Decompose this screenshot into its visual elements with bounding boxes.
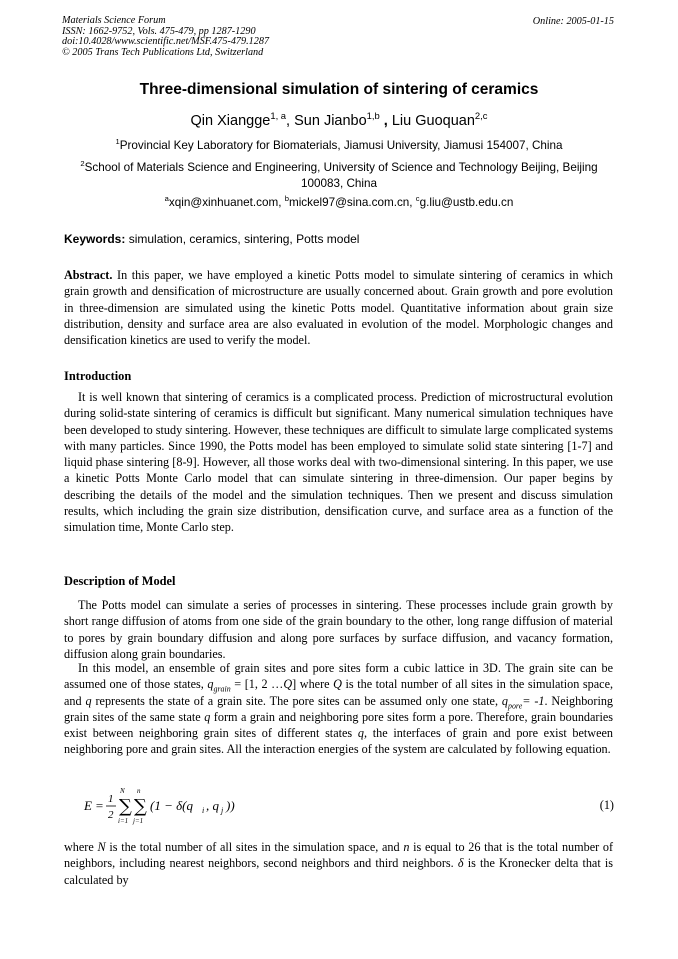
eq-equals: = [95, 798, 104, 813]
equation-graphic [84, 787, 264, 830]
abstract-label: Abstract. [64, 268, 113, 282]
affiliation-1: $^1$Provincial Key Laboratory for Biomaterials, Jiamusi University, Jiamusi 154007, China [115, 137, 563, 152]
keywords-label: Keywords: [64, 232, 126, 246]
author-1-sup: 1, a [270, 110, 287, 122]
eq-sum1: ∑ [119, 796, 132, 817]
author-list: Qin Xiangge$^{1, a}$, Sun Jianbo$^{1,b}$ , Liu Guoquan$^{2,c}$ [190, 110, 488, 129]
introduction-text: It is well known that sintering of ceramics is a complicated process. Prediction of microstructural evolution during solid-state sintering of ceramics is difficult but significant. Many numerical simulation techniques have been developed to study sintering. However, these techniques are difficult to simulate large complicated systems with many particles. Since 1990, the Potts model has been employed to simulate solid state sintering [1-7] and liquid phase sintering [8-9]. However, all those works deal with two-dimensional sintering. In this paper, we use a kinetic Potts Monte Carlo model that can simulate sintering in three-dimension. Our paper begins by describing the details of the model and the simulation techniques. Then we present and discuss simulation results, which including the grain size distribution, densification curve, and surface area as a function of the simulation time, Monte Carlo step. [64, 390, 613, 535]
email-link[interactable]: xqin@xinhuanet.com, [168, 196, 282, 209]
email-link[interactable]: g.liu@ustb.edu.cn [419, 196, 514, 209]
paper-title: Three-dimensional simulation of sintering of ceramics [139, 81, 539, 98]
copyright: © 2005 Trans Tech Publications Ltd, Switzerland [62, 46, 264, 58]
author-3: Liu Guoquan [391, 113, 475, 129]
keywords-text: simulation, ceramics, sintering, Potts model [128, 232, 360, 246]
journal-metadata [62, 16, 269, 58]
eq-sub-j: j [221, 806, 224, 815]
online-date: Online: 2005-01-15 [532, 16, 614, 27]
eq-sum2-bottom: j=1 [133, 817, 144, 825]
author-3-sup: 2,c [474, 110, 488, 122]
eq-numerator: 1 [108, 793, 114, 805]
model-paragraph-3: where N is the total number of all sites in the simulation space, and n is equal to 26 that is the total number of neighbors, including nearest neighbors, second neighbors and third neighbors. δ is the Kronecker delta that is calculated by [64, 840, 614, 887]
abstract [64, 267, 613, 348]
abstract-text: In this paper, we have employed a kinetic Potts model to simulate sintering of ceramics in which grain growth and densification of microstructure are usually concerned about. Grain growth and pore evolution in three-dimension are simulated using the kinetic Potts model. Quantitative information about grain size distribution, density and surface area are also evaluated in evolution of the model. Morphologic changes and densification kinetics are used to verify the model. [64, 268, 613, 348]
eq-comma: , q [206, 798, 219, 813]
equation-1 [84, 787, 614, 830]
doi: doi:10.4028/www.scientific.net/MSF.475-479.1287 [62, 36, 270, 48]
eq-close: )) [226, 798, 235, 813]
introduction-heading: Introduction [64, 369, 132, 383]
author-emails: $^a$xqin@xinhuanet.com, $^b$mickel97@sina.com.cn, $^c$g.liu@ustb.edu.cn [164, 194, 514, 209]
author-2: Sun Jianbo [294, 113, 367, 129]
equation-number: (1) [599, 798, 614, 812]
issn: ISSN: 1662-9752, Vols. 475-479, pp 1287-1290 [62, 25, 256, 37]
model-paragraph-2: In this model, an ensemble of grain sites and pore sites form a cubic lattice in 3D. The grain site can be assumed one of those states, $q_{grain} = [1$, 2 …Q] where Q is the total number of all sites in the simulation space, and q represents the state of a grain site. The pore sites can be assumed only one state, $q_{pore}= -1$. Neighboring grain sites of the same state q form a grain and neighboring pore sites form a pore. Therefore, grain boundaries exist between neighboring grain sites of different states q, the interfaces of grain and pore exist between neighboring pore and grain sites. All the interaction energies of the system are calculated by following equation. [64, 661, 614, 757]
author-2-sup: 1,b [366, 110, 380, 122]
eq-sum1-top: N [120, 787, 125, 795]
email-link[interactable]: mickel97@sina.com.cn, [288, 196, 413, 209]
eq-denominator: 2 [108, 809, 114, 821]
keywords [64, 232, 359, 246]
eq-sum2-top: n [137, 787, 141, 795]
model-heading: Description of Model [64, 574, 176, 588]
model-paragraph-1: The Potts model can simulate a series of processes in sintering. These processes include grain growth by short range diffusion of atoms from one side of the grain boundary to the other, long range diffusion of material to pores by grain boundary diffusion and along pore surfaces by surface diffusion, and vacancy formation, diffusion along grain boundaries. [64, 598, 613, 661]
eq-sum1-bottom: i=1 [118, 817, 129, 825]
journal-name: Materials Science Forum [62, 15, 166, 26]
author-1: Qin Xiangge [190, 113, 271, 129]
eq-sub-i: i [202, 806, 205, 815]
eq-body: (1 − δ(q [150, 798, 193, 813]
affiliation-2: $^2$School of Materials Science and Engineering, University of Science and Technology Beijing, Beijing 100083, China [80, 159, 598, 190]
eq-lhs: E [84, 798, 92, 813]
eq-sum2: ∑ [134, 796, 147, 817]
